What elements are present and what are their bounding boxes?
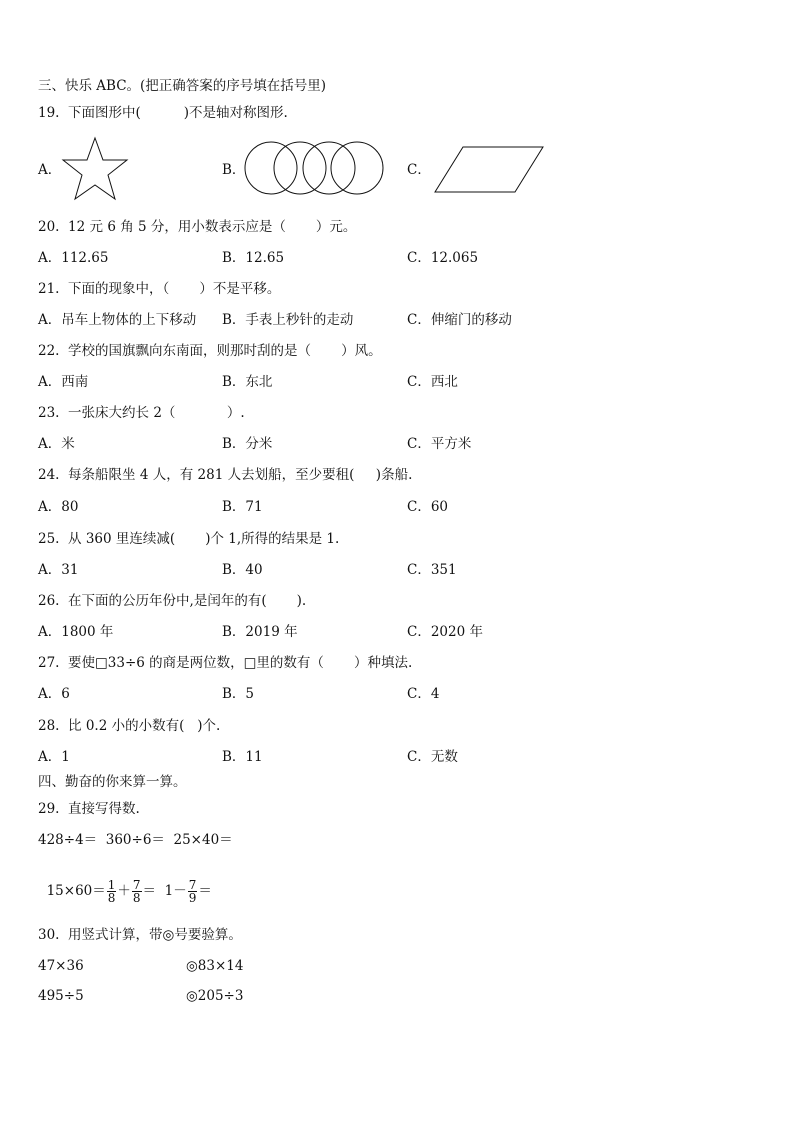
question-20-stem: 20. 12 元 6 角 5 分，用小数表示应是（ ）元。 xyxy=(38,219,357,235)
q27-option-c: C．4 xyxy=(407,686,440,702)
q27-option-a: A．6 xyxy=(38,686,70,702)
question-23-stem: 23. 一张床大约长 2（ ）. xyxy=(38,405,245,421)
question-19-stem: 19. 下面图形中( )不是轴对称图形. xyxy=(38,105,288,121)
q25-option-c: C．351 xyxy=(407,562,457,578)
q24-option-b: B．71 xyxy=(222,499,263,515)
question-30-stem: 30. 用竖式计算，带◎号要验算。 xyxy=(38,927,242,943)
q25-option-b: B．40 xyxy=(222,562,263,578)
question-26-stem: 26. 在下面的公历年份中,是闰年的有( ). xyxy=(38,593,307,609)
q22-option-c: C．西北 xyxy=(407,374,458,390)
q21-option-c: C．伸缩门的移动 xyxy=(407,312,512,328)
fraction-1-8: $\frac{1}{8}$ xyxy=(107,878,116,905)
q30-problem-205div3: ◎205÷3 xyxy=(186,988,244,1004)
question-21-stem: 21. 下面的现象中，（ ）不是平移。 xyxy=(38,281,281,297)
fraction-7-9: $\frac{7}{9}$ xyxy=(188,878,197,905)
q23-option-b: B．分米 xyxy=(222,436,273,452)
question-28-stem: 28. 比 0.2 小的小数有( )个. xyxy=(38,718,221,734)
q21-option-b: B．手表上秒针的走动 xyxy=(222,312,354,328)
equals-sign: ＝ xyxy=(198,883,212,899)
q30-problem-83x14: ◎83×14 xyxy=(186,958,244,974)
q19-option-c-label: C． xyxy=(407,162,431,178)
q20-option-a: A．112.65 xyxy=(38,250,109,266)
q24-option-a: A．80 xyxy=(38,499,79,515)
q30-problem-495div5: 495÷5 xyxy=(38,988,84,1004)
q19-option-a-label: A． xyxy=(38,162,62,178)
q29-expr-15x60: 15×60＝ xyxy=(46,883,106,899)
q26-option-c: C．2020 年 xyxy=(407,624,483,640)
q23-option-a: A．米 xyxy=(38,436,75,452)
q25-option-a: A．31 xyxy=(38,562,79,578)
q28-option-a: A．1 xyxy=(38,749,70,765)
plus-sign: ＋ xyxy=(117,883,131,899)
q20-option-c: C．12.065 xyxy=(407,250,479,266)
question-24-stem: 24. 每条船限坐 4 人，有 281 人去划船，至少要租( )条船. xyxy=(38,467,413,483)
q26-option-a: A．1800 年 xyxy=(38,624,114,640)
q19-option-b-label: B． xyxy=(222,162,246,178)
q27-option-b: B．5 xyxy=(222,686,255,702)
question-25-stem: 25. 从 360 里连续减( )个 1,所得的结果是 1. xyxy=(38,531,340,547)
section-4-title: 四、勤奋的你来算一算。 xyxy=(38,774,187,790)
q28-option-b: B．11 xyxy=(222,749,263,765)
question-29-stem: 29. 直接写得数. xyxy=(38,801,140,817)
q29-row-2 xyxy=(38,861,212,904)
q22-option-b: B．东北 xyxy=(222,374,273,390)
fraction-7-8: $\frac{7}{8}$ xyxy=(132,878,141,905)
q24-option-c: C．60 xyxy=(407,499,449,515)
interlocking-circles-shape xyxy=(243,140,385,196)
parallelogram-shape xyxy=(433,145,547,195)
q29-row-1: 428÷4＝ 360÷6＝ 25×40＝ xyxy=(38,832,233,848)
question-27-stem: 27. 要使□33÷6 的商是两位数，□里的数有（ ）种填法. xyxy=(38,655,413,671)
q20-option-b: B．12.65 xyxy=(222,250,285,266)
q30-problem-47x36: 47×36 xyxy=(38,958,84,974)
q28-option-c: C．无数 xyxy=(407,749,458,765)
q23-option-c: C．平方米 xyxy=(407,436,472,452)
question-22-stem: 22. 学校的国旗飘向东南面，则那时刮的是（ ）风。 xyxy=(38,343,382,359)
equals-one-minus: ＝ 1－ xyxy=(142,883,187,899)
section-3-title: 三、快乐 ABC。(把正确答案的序号填在括号里) xyxy=(38,78,327,94)
q22-option-a: A．西南 xyxy=(38,374,89,390)
q21-option-a: A．吊车上物体的上下移动 xyxy=(38,312,197,328)
star-shape xyxy=(60,136,130,202)
q26-option-b: B．2019 年 xyxy=(222,624,298,640)
